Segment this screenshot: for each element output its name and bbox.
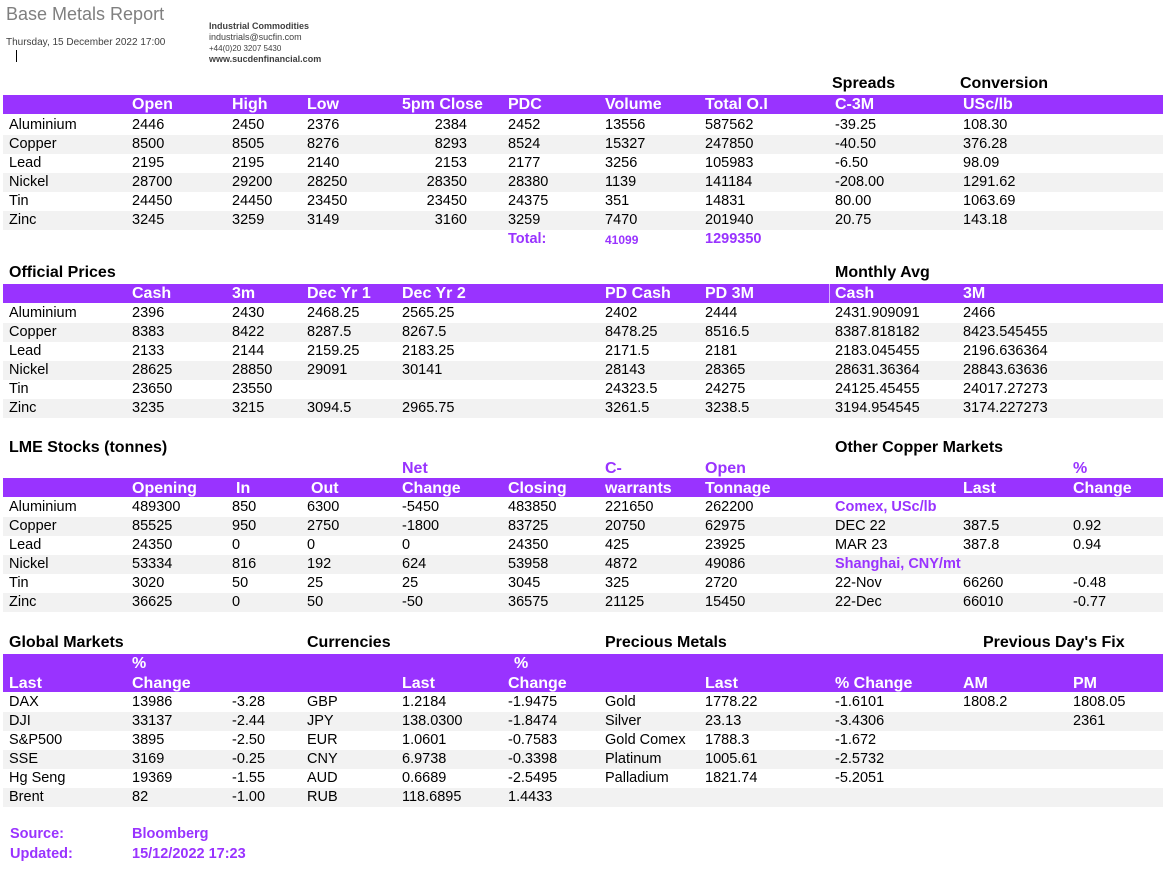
stocks-cell: 483850 (508, 499, 557, 515)
stocks-cell: 50 (232, 575, 249, 591)
official-cell: 2965.75 (402, 400, 455, 416)
summary-cell: 20.75 (835, 212, 872, 228)
comex-contract: DEC 22 (835, 518, 886, 534)
contact-phone: +44(0)20 3207 5430 (209, 44, 282, 53)
summary-col-header: PDC (508, 96, 542, 113)
summary-col-header: High (232, 96, 268, 113)
summary-cell: 376.28 (963, 136, 1008, 152)
precious-metal-change: -1.6101 (835, 694, 885, 710)
stocks-cell: 6300 (307, 499, 340, 515)
official-cell: 3174.227273 (963, 400, 1048, 416)
official-cell: 3215 (232, 400, 265, 416)
monthly-avg-heading: Monthly Avg (835, 264, 930, 281)
official-cell: 2144 (232, 343, 265, 359)
stocks-cell: -1800 (402, 518, 440, 534)
currency-code: RUB (307, 789, 338, 805)
stocks-col-net-2: Change (402, 480, 461, 497)
official-cell: 2171.5 (605, 343, 650, 359)
stocks-col-in: In (236, 480, 251, 497)
summary-cell: 587562 (705, 117, 754, 133)
stocks-cell: 25 (402, 575, 419, 591)
summary-cell: 2195 (132, 155, 165, 171)
stocks-cell: 36575 (508, 594, 549, 610)
other-copper-heading: Other Copper Markets (835, 439, 1004, 456)
report-date: Thursday, 15 December 2022 17:00 (6, 37, 166, 48)
summary-metal-name: Copper (9, 136, 57, 152)
stocks-cell: 50 (307, 594, 324, 610)
shanghai-label: Shanghai, CNY/mt (835, 556, 961, 572)
summary-cell: 2177 (508, 155, 541, 171)
stocks-cell: 325 (605, 575, 630, 591)
previous-fix-heading: Previous Day's Fix (983, 634, 1125, 651)
market-index-change: -0.25 (232, 751, 266, 767)
copper-col-pct-1: % (1073, 460, 1088, 477)
fix-col-pm: PM (1073, 675, 1097, 692)
stocks-cell: 192 (307, 556, 332, 572)
currency-code: AUD (307, 770, 338, 786)
stocks-cell: 0 (402, 537, 411, 553)
official-cell: 23650 (132, 381, 173, 397)
stocks-cell: -5450 (402, 499, 440, 515)
summary-cell: 8293 (434, 136, 467, 152)
official-col-header: PD 3M (705, 285, 754, 302)
summary-cell: 3160 (434, 212, 467, 228)
shanghai-contract: 22-Dec (835, 594, 882, 610)
summary-cell: 2195 (232, 155, 265, 171)
stocks-col-out: Out (311, 480, 339, 497)
summary-cell: 28250 (307, 174, 348, 190)
stocks-cell: 4872 (605, 556, 638, 572)
official-cell: 24275 (705, 381, 746, 397)
market-index-change: -1.00 (232, 789, 266, 805)
official-metal-name: Copper (9, 324, 57, 340)
global-row-shade (3, 750, 1163, 769)
total-open-interest: 1299350 (705, 231, 762, 247)
currency-code: JPY (307, 713, 334, 729)
total-label: Total: (508, 231, 547, 247)
shanghai-last: 66260 (963, 575, 1004, 591)
markets-col-pct-2: Change (132, 675, 191, 692)
precious-metal-last: 1788.3 (705, 732, 750, 748)
official-cell: 2468.25 (307, 305, 360, 321)
summary-cell: 13556 (605, 117, 646, 133)
currency-last: 118.6895 (402, 789, 462, 805)
summary-cell: 15327 (605, 136, 646, 152)
precious-metal-last: 1821.74 (705, 770, 758, 786)
official-cell: 2196.636364 (963, 343, 1048, 359)
stocks-cell: 816 (232, 556, 257, 572)
summary-col-header: C-3M (835, 96, 875, 113)
official-cell: 24323.5 (605, 381, 658, 397)
official-cell: 8423.545455 (963, 324, 1048, 340)
official-metal-name: Tin (9, 381, 29, 397)
stocks-col-opening: Opening (132, 480, 197, 497)
official-cell: 28625 (132, 362, 173, 378)
market-index-name: Hg Seng (9, 770, 66, 786)
comex-contract: MAR 23 (835, 537, 888, 553)
precious-metal-change: -1.672 (835, 732, 877, 748)
official-col-header: Cash (132, 285, 172, 302)
comex-change: 0.92 (1073, 518, 1102, 534)
official-cell: 3235 (132, 400, 165, 416)
currency-last: 138.0300 (402, 713, 463, 729)
summary-cell: 105983 (705, 155, 754, 171)
stocks-metal-name: Lead (9, 537, 42, 553)
currency-last: 1.0601 (402, 732, 447, 748)
total-volume: 41099 (605, 233, 639, 247)
summary-col-header: USc/lb (963, 96, 1013, 113)
shanghai-change: -0.77 (1073, 594, 1107, 610)
official-cell: 8478.25 (605, 324, 658, 340)
stocks-col-cw-1: C- (605, 460, 622, 477)
currencies-heading: Currencies (307, 634, 391, 651)
currency-change: -0.7583 (508, 732, 558, 748)
market-index-last: 82 (132, 789, 149, 805)
official-cell: 23550 (232, 381, 273, 397)
stocks-cell: 0 (307, 537, 316, 553)
shanghai-change: -0.48 (1073, 575, 1107, 591)
stocks-cell: -50 (402, 594, 423, 610)
market-index-last: 3895 (132, 732, 165, 748)
global-markets-heading: Global Markets (9, 634, 124, 651)
stocks-col-closing: Closing (508, 480, 567, 497)
official-col-header: Cash (835, 285, 875, 302)
shanghai-contract: 22-Nov (835, 575, 882, 591)
summary-cell: 2384 (434, 117, 467, 133)
official-cell: 8287.5 (307, 324, 352, 340)
stocks-metal-name: Aluminium (9, 499, 77, 515)
global-row-shade (3, 788, 1163, 807)
market-index-change: -3.28 (232, 694, 266, 710)
comex-change: 0.94 (1073, 537, 1102, 553)
official-cell: 2133 (132, 343, 165, 359)
official-cell: 2181 (705, 343, 738, 359)
currency-code: CNY (307, 751, 338, 767)
stocks-metal-name: Nickel (9, 556, 49, 572)
stocks-cell: 83725 (508, 518, 549, 534)
summary-col-header: 5pm Close (402, 96, 483, 113)
stocks-cell: 15450 (705, 594, 746, 610)
currency-code: EUR (307, 732, 338, 748)
official-cell: 8422 (232, 324, 265, 340)
summary-cell: 8524 (508, 136, 541, 152)
summary-cell: 24375 (508, 193, 549, 209)
stocks-cell: 2720 (705, 575, 738, 591)
stocks-metal-name: Tin (9, 575, 29, 591)
official-cell: 3094.5 (307, 400, 352, 416)
stocks-cell: 25 (307, 575, 324, 591)
stocks-cell: 53334 (132, 556, 173, 572)
official-cell: 2444 (705, 305, 738, 321)
summary-cell: 3259 (508, 212, 541, 228)
official-prices-heading: Official Prices (9, 264, 116, 281)
market-index-last: 3169 (132, 751, 165, 767)
official-cell: 2183.045455 (835, 343, 920, 359)
stocks-metal-name: Copper (9, 518, 57, 534)
summary-cell: -39.25 (835, 117, 877, 133)
official-header-band (3, 284, 1163, 303)
market-index-name: S&P500 (9, 732, 63, 748)
contact-block (209, 21, 321, 65)
stocks-cell: 3020 (132, 575, 165, 591)
summary-metal-name: Zinc (9, 212, 37, 228)
stocks-cell: 49086 (705, 556, 746, 572)
official-cell: 8387.818182 (835, 324, 920, 340)
updated-label: Updated: (10, 846, 73, 862)
summary-cell: -208.00 (835, 174, 885, 190)
precious-metal-change: -5.2051 (835, 770, 885, 786)
summary-cell: 23450 (426, 193, 467, 209)
summary-cell: 3256 (605, 155, 638, 171)
currency-last: 0.6689 (402, 770, 447, 786)
stocks-col-cw-2: warrants (605, 480, 672, 497)
official-metal-name: Nickel (9, 362, 49, 378)
summary-cell: 108.30 (963, 117, 1008, 133)
precious-metal-last: 1005.61 (705, 751, 758, 767)
official-metal-name: Aluminium (9, 305, 77, 321)
official-cell: 2402 (605, 305, 638, 321)
stocks-cell: 221650 (605, 499, 654, 515)
currency-change: -1.9475 (508, 694, 558, 710)
stocks-metal-name: Zinc (9, 594, 37, 610)
market-index-change: -2.50 (232, 732, 266, 748)
official-metal-name: Lead (9, 343, 42, 359)
updated-value: 15/12/2022 17:23 (132, 846, 246, 862)
summary-cell: 28700 (132, 174, 173, 190)
precious-metal-name: Palladium (605, 770, 669, 786)
summary-cell: 201940 (705, 212, 754, 228)
official-cell: 28631.36364 (835, 362, 920, 378)
official-cell: 2466 (963, 305, 996, 321)
market-index-name: Brent (9, 789, 44, 805)
summary-cell: 351 (605, 193, 630, 209)
source-label: Source: (10, 826, 64, 842)
stocks-col-net-1: Net (402, 460, 428, 477)
stocks-row-shade (3, 555, 1163, 574)
official-cell: 28143 (605, 362, 646, 378)
precious-metal-change: -2.5732 (835, 751, 885, 767)
company-name: Industrial Commodities (209, 21, 310, 31)
market-index-change: -1.55 (232, 770, 266, 786)
summary-cell: 2140 (307, 155, 340, 171)
official-col-header: Dec Yr 2 (402, 285, 466, 302)
official-header-divider (829, 284, 830, 303)
market-index-last: 13986 (132, 694, 173, 710)
official-cell: 2431.909091 (835, 305, 920, 321)
official-col-header: 3m (232, 285, 256, 302)
official-cell: 2430 (232, 305, 265, 321)
summary-cell: 23450 (307, 193, 348, 209)
summary-cell: 98.09 (963, 155, 1000, 171)
market-index-change: -2.44 (232, 713, 266, 729)
stocks-cell: 21125 (605, 594, 645, 610)
stocks-cell: 3045 (508, 575, 541, 591)
summary-cell: -6.50 (835, 155, 869, 171)
stocks-cell: 23925 (705, 537, 746, 553)
summary-metal-name: Nickel (9, 174, 49, 190)
summary-cell: 2450 (232, 117, 265, 133)
market-index-name: DAX (9, 694, 39, 710)
currencies-col-pct-1: % (514, 655, 529, 672)
currency-change: -2.5495 (508, 770, 558, 786)
summary-cell: 141184 (705, 174, 753, 190)
summary-cell: 3149 (307, 212, 340, 228)
summary-cell: 2153 (434, 155, 467, 171)
summary-cell: 8500 (132, 136, 165, 152)
official-col-header: Dec Yr 1 (307, 285, 371, 302)
official-cell: 2565.25 (402, 305, 455, 321)
official-cell: 2183.25 (402, 343, 455, 359)
summary-cell: 143.18 (963, 212, 1008, 228)
fix-am-value: 1808.2 (963, 694, 1008, 710)
report-title: Base Metals Report (6, 4, 165, 24)
stocks-cell: 62975 (705, 518, 746, 534)
summary-col-header: Open (132, 96, 173, 113)
summary-col-header: Total O.I (705, 96, 768, 113)
summary-cell: 3245 (132, 212, 165, 228)
summary-metal-name: Aluminium (9, 117, 77, 133)
currency-last: 1.2184 (402, 694, 447, 710)
official-cell: 30141 (402, 362, 443, 378)
precious-metal-change: -3.4306 (835, 713, 885, 729)
summary-cell: 28380 (508, 174, 549, 190)
source-value: Bloomberg (132, 826, 209, 842)
stocks-cell: 24350 (132, 537, 173, 553)
official-cell: 28365 (705, 362, 746, 378)
fix-pm-value: 1808.05 (1073, 694, 1126, 710)
stocks-cell: 262200 (705, 499, 754, 515)
summary-cell: 1063.69 (963, 193, 1016, 209)
precious-metal-name: Gold (605, 694, 636, 710)
stocks-cell: 624 (402, 556, 427, 572)
official-cell: 8383 (132, 324, 165, 340)
stocks-col-ot-2: Tonnage (705, 480, 771, 497)
summary-col-header: Volume (605, 96, 662, 113)
currency-change: -1.8474 (508, 713, 558, 729)
summary-cell: 8276 (307, 136, 340, 152)
stocks-cell: 489300 (132, 499, 181, 515)
fix-col-am: AM (963, 675, 988, 692)
precious-metal-last: 23.13 (705, 713, 742, 729)
official-cell: 8267.5 (402, 324, 447, 340)
stocks-cell: 2750 (307, 518, 340, 534)
official-col-header: PD Cash (605, 285, 671, 302)
global-row-shade (3, 712, 1163, 731)
summary-cell: 2452 (508, 117, 541, 133)
stocks-cell: 0 (232, 537, 241, 553)
summary-cell: 8505 (232, 136, 265, 152)
summary-cell: 3259 (232, 212, 265, 228)
precious-metals-heading: Precious Metals (605, 634, 727, 651)
summary-cell: 2446 (132, 117, 165, 133)
website-link[interactable]: www.sucdenfinancial.com (209, 54, 322, 64)
summary-cell: 247850 (705, 136, 754, 152)
official-cell: 29091 (307, 362, 348, 378)
currency-code: GBP (307, 694, 338, 710)
summary-cell: 1291.62 (963, 174, 1016, 190)
official-cell: 2396 (132, 305, 165, 321)
official-cell: 3194.954545 (835, 400, 920, 416)
copper-col-last: Last (963, 480, 996, 497)
official-cell: 3261.5 (605, 400, 650, 416)
comex-last: 387.8 (963, 537, 1000, 553)
stocks-col-ot-1: Open (705, 460, 746, 477)
fix-pm-value: 2361 (1073, 713, 1106, 729)
summary-cell: 2376 (307, 117, 340, 133)
official-cell: 2159.25 (307, 343, 360, 359)
stocks-cell: 85525 (132, 518, 173, 534)
stocks-cell: 425 (605, 537, 630, 553)
precious-col-pct-change: % Change (835, 675, 913, 692)
stocks-cell: 24350 (508, 537, 549, 553)
currency-change: -0.3398 (508, 751, 558, 767)
market-index-name: SSE (9, 751, 39, 767)
currencies-col-last: Last (402, 675, 435, 692)
precious-metal-name: Platinum (605, 751, 662, 767)
official-cell: 3238.5 (705, 400, 750, 416)
summary-metal-name: Tin (9, 193, 29, 209)
contact-email[interactable]: industrials@sucfin.com (209, 32, 302, 42)
official-cell: 8516.5 (705, 324, 750, 340)
currencies-col-pct-2: Change (508, 675, 567, 692)
market-index-last: 19369 (132, 770, 173, 786)
shanghai-last: 66010 (963, 594, 1004, 610)
summary-cell: 14831 (705, 193, 746, 209)
markets-col-last: Last (9, 675, 42, 692)
comex-last: 387.5 (963, 518, 1000, 534)
stocks-cell: 850 (232, 499, 257, 515)
conversion-heading: Conversion (960, 75, 1049, 92)
copper-col-pct-2: Change (1073, 480, 1132, 497)
market-index-last: 33137 (132, 713, 173, 729)
official-metal-name: Zinc (9, 400, 37, 416)
text-cursor (16, 50, 17, 62)
markets-col-pct-1: % (132, 655, 147, 672)
official-cell: 24125.45455 (835, 381, 920, 397)
summary-cell: 7470 (605, 212, 638, 228)
summary-col-header: Low (307, 96, 339, 113)
spreads-heading: Spreads (832, 75, 896, 92)
summary-cell: 80.00 (835, 193, 872, 209)
precious-metal-name: Gold Comex (605, 732, 686, 748)
summary-metal-name: Lead (9, 155, 42, 171)
stocks-cell: 0 (232, 594, 241, 610)
summary-cell: 29200 (232, 174, 273, 190)
official-cell: 28850 (232, 362, 273, 378)
summary-cell: 28350 (426, 174, 467, 190)
stocks-cell: 53958 (508, 556, 549, 572)
summary-cell: -40.50 (835, 136, 877, 152)
official-cell: 24017.27273 (963, 381, 1048, 397)
stocks-cell: 950 (232, 518, 257, 534)
precious-metal-last: 1778.22 (705, 694, 758, 710)
currency-change: 1.4433 (508, 789, 553, 805)
precious-metal-name: Silver (605, 713, 642, 729)
precious-col-last: Last (705, 675, 738, 692)
lme-stocks-heading: LME Stocks (tonnes) (9, 439, 168, 456)
stocks-cell: 20750 (605, 518, 646, 534)
comex-label: Comex, USc/lb (835, 499, 937, 515)
stocks-cell: 36625 (132, 594, 173, 610)
summary-cell: 24450 (232, 193, 273, 209)
summary-cell: 1139 (605, 174, 637, 190)
official-col-header: 3M (963, 285, 986, 302)
official-cell: 28843.63636 (963, 362, 1048, 378)
summary-cell: 24450 (132, 193, 173, 209)
currency-last: 6.9738 (402, 751, 447, 767)
market-index-name: DJI (9, 713, 31, 729)
